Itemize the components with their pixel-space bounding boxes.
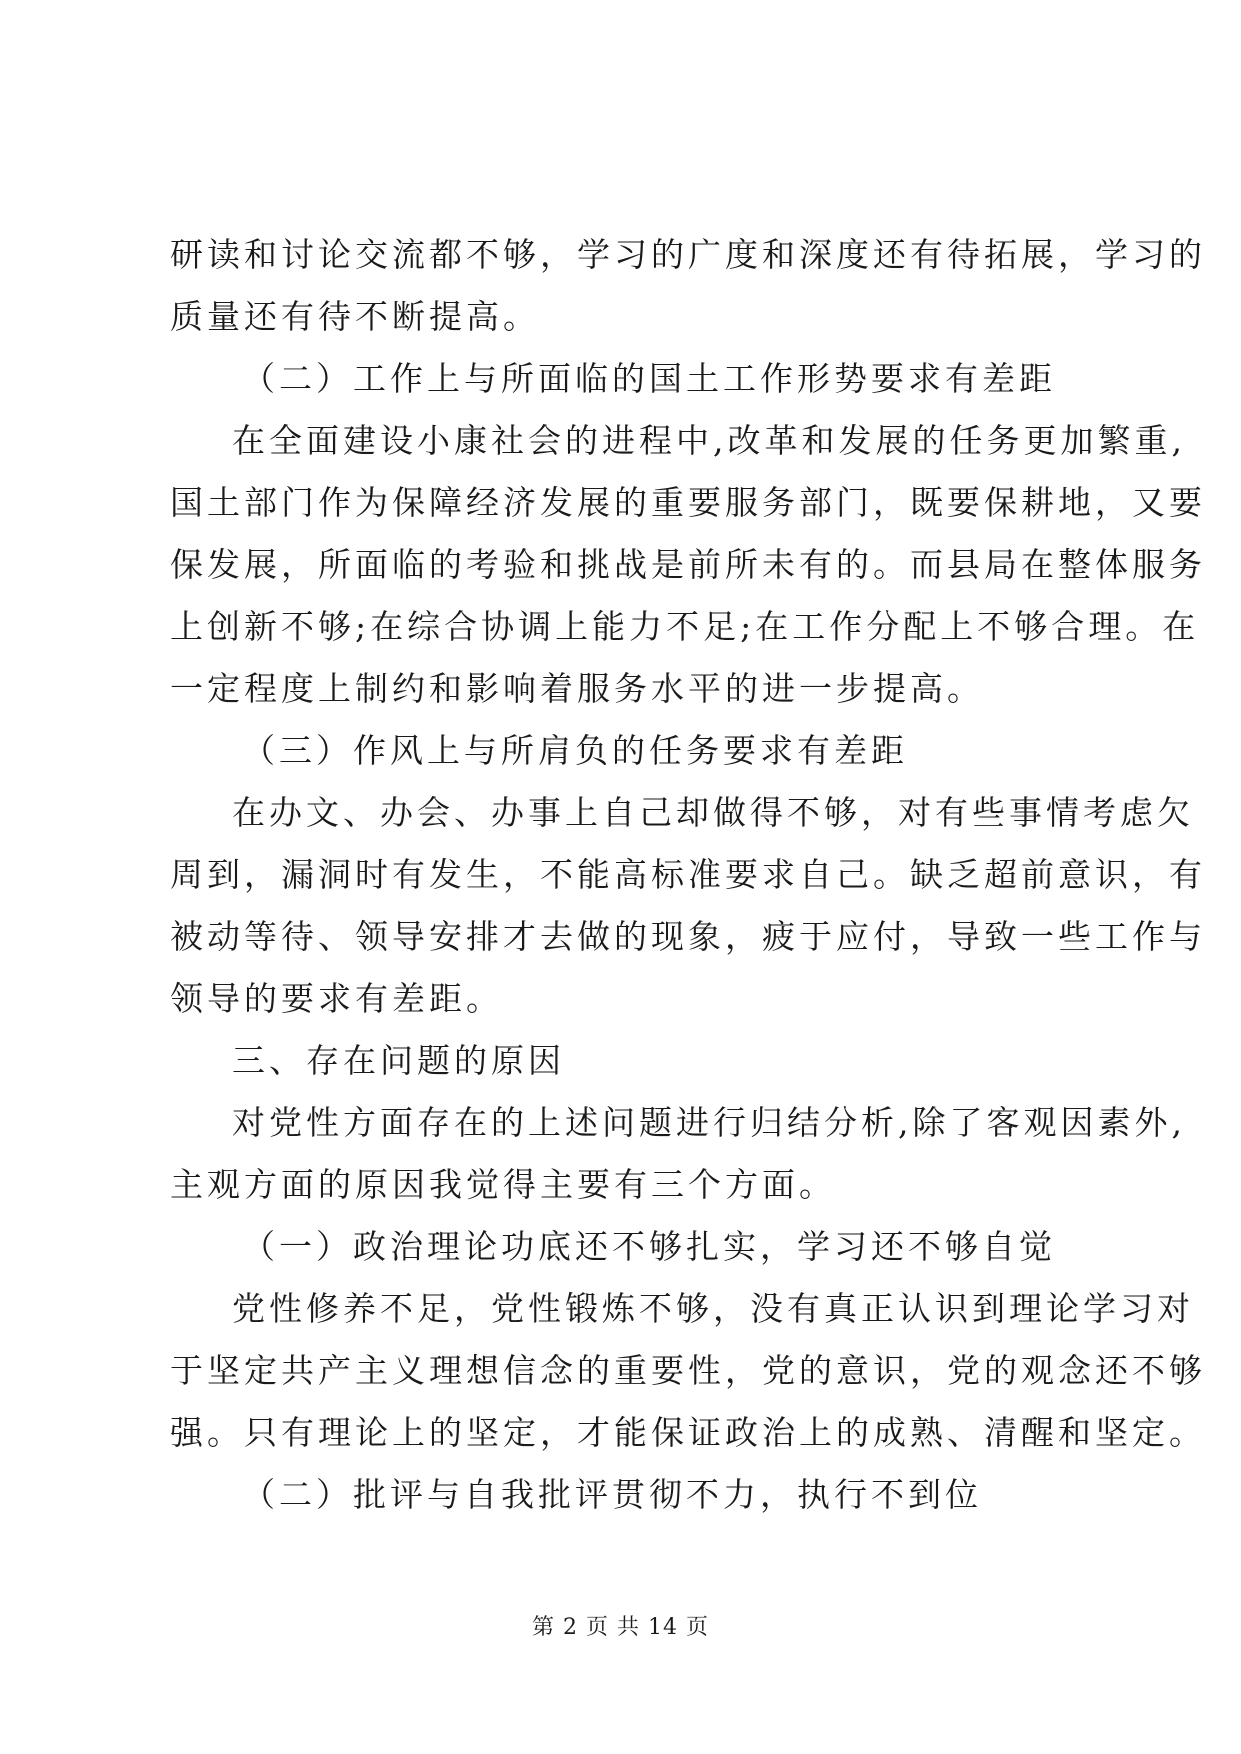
subsection-heading: （二）工作上与所面临的国土工作形势要求有差距 [242, 359, 1056, 398]
subsection-heading: （二）批评与自我批评贯彻不力，执行不到位 [242, 1475, 982, 1514]
page-number-footer: 第 2 页 共 14 页 [532, 1615, 709, 1640]
body-line: 主观方面的原因我觉得主要有三个方面。 [170, 1165, 836, 1204]
body-line: 保发展，所面临的考验和挑战是前所未有的。而县局在整体服务 [170, 545, 1206, 584]
body-line: 质量还有待不断提高。 [170, 297, 540, 336]
body-line: 党性修养不足，党性锻炼不够，没有真正认识到理论学习对 [232, 1289, 1194, 1328]
body-line: 领导的要求有差距。 [170, 979, 503, 1018]
body-line: 强。只有理论上的坚定，才能保证政治上的成熟、清醒和坚定。 [170, 1413, 1206, 1452]
body-line: 于坚定共产主义理想信念的重要性，党的意识，党的观念还不够 [170, 1351, 1206, 1390]
section-heading: 三、存在问题的原因 [232, 1041, 565, 1080]
body-line: 周到，漏洞时有发生，不能高标准要求自己。缺乏超前意识，有 [170, 855, 1206, 894]
body-line: 国土部门作为保障经济发展的重要服务部门，既要保耕地，又要 [170, 483, 1206, 522]
body-line: 被动等待、领导安排才去做的现象，疲于应付，导致一些工作与 [170, 917, 1206, 956]
body-line: 对党性方面存在的上述问题进行归结分析,除了客观因素外, [232, 1103, 1186, 1142]
subsection-heading: （三）作风上与所肩负的任务要求有差距 [242, 731, 908, 770]
body-line: 一定程度上制约和影响着服务水平的进一步提高。 [170, 669, 984, 708]
body-line: 在全面建设小康社会的进程中,改革和发展的任务更加繁重, [232, 421, 1186, 460]
subsection-heading: （一）政治理论功底还不够扎实，学习还不够自觉 [242, 1227, 1056, 1266]
body-line: 上创新不够;在综合协调上能力不足;在工作分配上不够合理。在 [170, 607, 1200, 646]
body-line: 在办文、办会、办事上自己却做得不够，对有些事情考虑欠 [232, 793, 1194, 832]
document-body [170, 224, 1206, 1526]
body-line: 研读和讨论交流都不够，学习的广度和深度还有待拓展，学习的 [170, 235, 1206, 274]
